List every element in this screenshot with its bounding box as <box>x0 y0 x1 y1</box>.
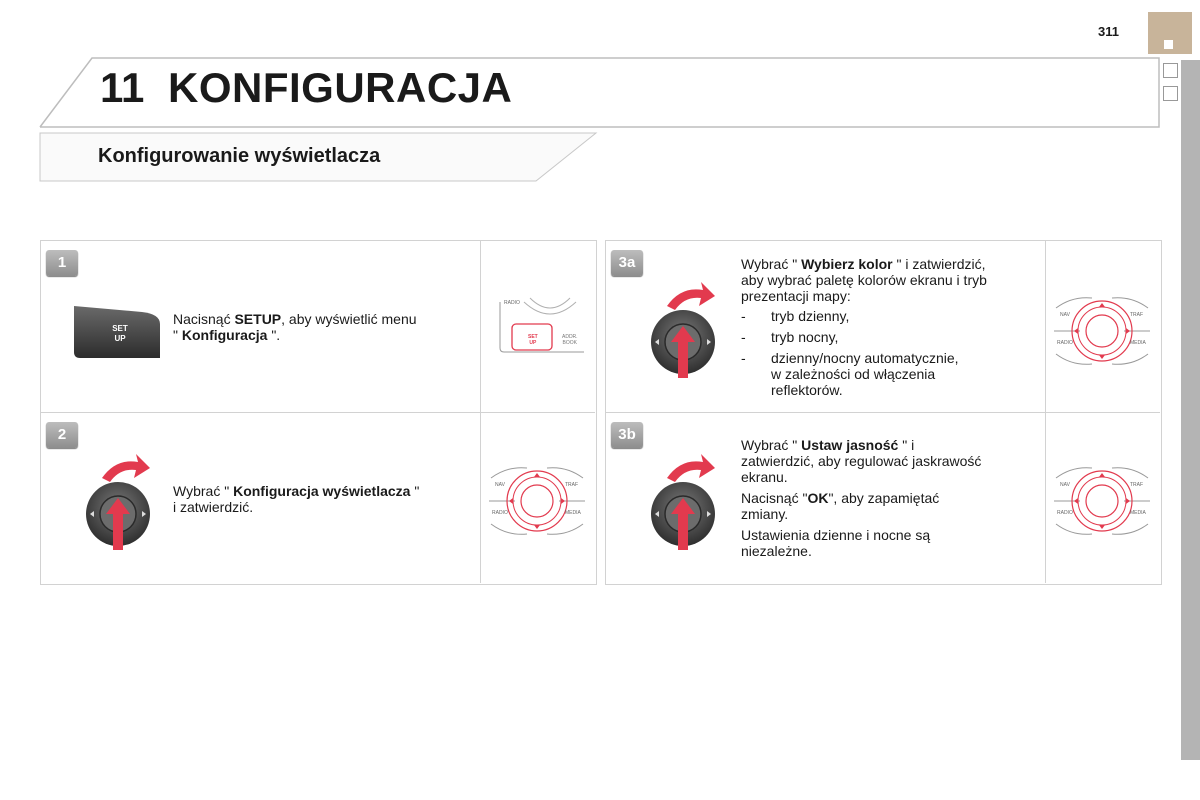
pad-label-radio: RADIO <box>492 510 508 516</box>
control-pad-illustration <box>1052 462 1152 540</box>
pad-label-nav: NAV <box>1060 312 1070 318</box>
setup-button-label-2: UP <box>114 334 126 343</box>
step-badge-3b: 3b <box>611 422 643 448</box>
page-number: 311 <box>1098 24 1119 39</box>
chapter-title: KONFIGURACJA <box>168 64 513 111</box>
step-3b-text: Wybrać " Ustaw jasność " i zatwierdzić, aby regulować jaskrawość ekranu. Nacisnąć "OK", aby zapamiętać zmiany. Ustawienia dzienne i nocne są niezależne. <box>741 437 982 559</box>
pad-label-nav: NAV <box>1060 482 1070 488</box>
control-pad-illustration <box>1052 292 1152 370</box>
panel-label-up: UP <box>529 340 537 346</box>
divider <box>606 412 1160 413</box>
pad-label-media: MEDIA <box>565 510 581 516</box>
pad-label-traf: TRAF <box>565 482 579 488</box>
rotary-knob-icon <box>80 452 160 552</box>
setup-button-label-1: SET <box>112 324 128 333</box>
pad-label-radio: RADIO <box>1057 510 1073 516</box>
section-title: Konfigurowanie wyświetlacza <box>98 145 381 167</box>
step-badge-3a: 3a <box>611 250 643 276</box>
panel-label-setup: SET <box>528 334 538 340</box>
step-3a-text: Wybrać " Wybierz kolor " i zatwierdzić, aby wybrać paletę kolorów ekranu i tryb prezentacji mapy: <box>741 256 987 304</box>
list-item: - tryb nocny, <box>741 329 839 345</box>
pad-label-traf: TRAF <box>1130 482 1144 488</box>
step-badge-1: 1 <box>46 250 78 276</box>
setup-button <box>72 302 162 360</box>
rotary-knob-icon <box>645 280 725 380</box>
pad-label-media: MEDIA <box>1130 510 1146 516</box>
step-2-text: Wybrać " Konfiguracja wyświetlacza " i zatwierdzić. <box>173 483 420 515</box>
list-item: - tryb dzienny, <box>741 308 850 324</box>
control-pad-illustration <box>487 462 587 540</box>
pad-label-media: MEDIA <box>1130 340 1146 346</box>
step-1-text: Nacisnąć SETUP, aby wyświetlić menu " Konfiguracja ". <box>173 311 417 343</box>
pad-label-radio: RADIO <box>1057 340 1073 346</box>
divider <box>41 412 595 413</box>
setup-panel-illustration <box>494 294 588 356</box>
panel-label-addr: ADDR. <box>562 334 578 340</box>
pad-label-traf: TRAF <box>1130 312 1144 318</box>
step-badge-2: 2 <box>46 422 78 448</box>
pad-label-nav: NAV <box>495 482 505 488</box>
chapter-number: 11 <box>100 64 145 111</box>
list-item: - dzienny/nocny automatycznie, w zależności od włączenia reflektorów. <box>741 350 959 398</box>
rotary-knob-icon <box>645 452 725 552</box>
panel-label-book: BOOK <box>562 340 577 346</box>
panel-label-radio: RADIO <box>504 300 520 306</box>
